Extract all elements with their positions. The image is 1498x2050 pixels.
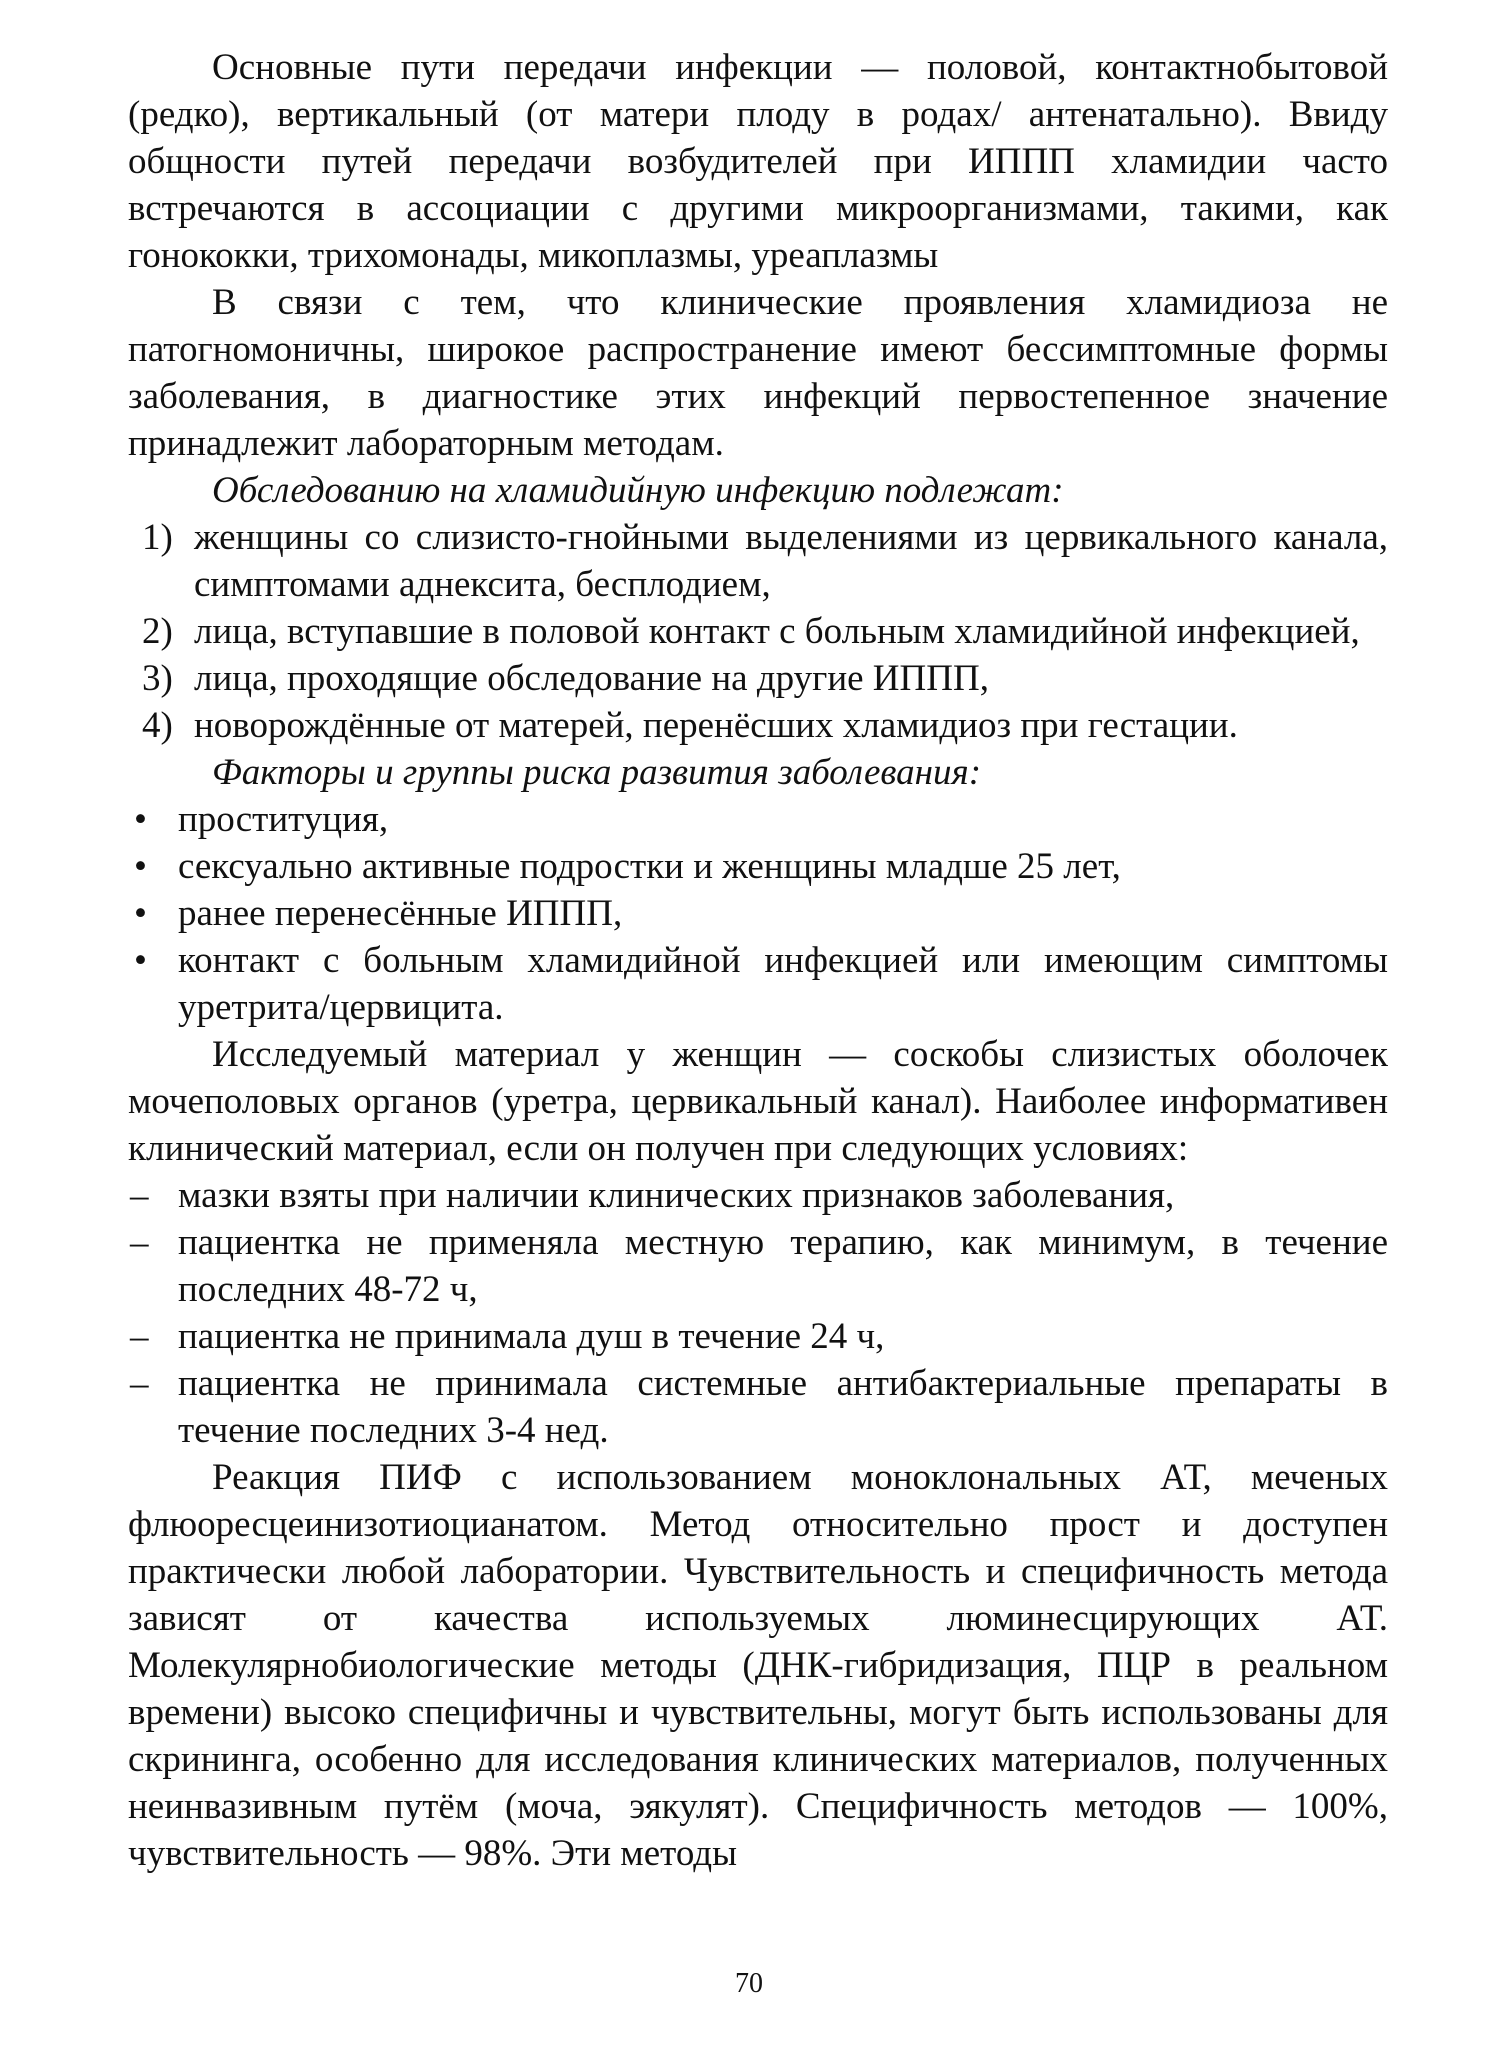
risk-list bbox=[128, 796, 1388, 1031]
dash-icon: – bbox=[130, 1222, 149, 1263]
list-item bbox=[128, 843, 1388, 890]
list-item-text: контакт с больным хламидийной инфекцией или имеющим симптомы уретрита/цервицита. bbox=[178, 940, 1388, 1028]
list-item-text: пациентка не применяла местную терапию, как минимум, в течение последних 48-72 ч, bbox=[178, 1222, 1388, 1310]
conditions-list bbox=[128, 1172, 1388, 1454]
bullet-icon: • bbox=[134, 799, 147, 840]
list-item bbox=[128, 890, 1388, 937]
bullet-icon: • bbox=[134, 846, 147, 887]
list-item bbox=[128, 608, 1388, 655]
list-marker: 1) bbox=[142, 517, 173, 558]
list-item-text: пациентка не принимала системные антибактериальные препараты в течение последних 3-4 нед. bbox=[178, 1363, 1388, 1451]
list-item bbox=[128, 937, 1388, 1031]
bullet-icon: • bbox=[134, 893, 147, 934]
dash-icon: – bbox=[130, 1175, 149, 1216]
list-item bbox=[128, 702, 1388, 749]
list-marker: 4) bbox=[142, 705, 173, 746]
list-item bbox=[128, 514, 1388, 608]
list-item-text: проституция, bbox=[178, 799, 389, 840]
list-item-text: ранее перенесённые ИППП, bbox=[178, 893, 623, 934]
dash-icon: – bbox=[130, 1363, 149, 1404]
list-marker: 3) bbox=[142, 658, 173, 699]
list-item bbox=[128, 1219, 1388, 1313]
list-item-text: новорождённые от матерей, перенёсших хламидиоз при гестации. bbox=[194, 705, 1238, 746]
dash-icon: – bbox=[130, 1316, 149, 1357]
list-item bbox=[128, 1313, 1388, 1360]
list-item bbox=[128, 655, 1388, 702]
screening-heading: Обследованию на хламидийную инфекцию подлежат: bbox=[212, 470, 1064, 511]
screening-list bbox=[128, 514, 1388, 749]
list-item-text: женщины со слизисто-гнойными выделениями из цервикального канала, симптомами аднексита, бесплодием, bbox=[194, 517, 1388, 605]
list-item bbox=[128, 1360, 1388, 1454]
list-marker: 2) bbox=[142, 611, 173, 652]
list-item-text: лица, проходящие обследование на другие ИППП, bbox=[194, 658, 989, 699]
list-item-text: мазки взяты при наличии клинических признаков заболевания, bbox=[178, 1175, 1175, 1216]
bullet-icon: • bbox=[134, 940, 147, 981]
document-page bbox=[128, 44, 1388, 1877]
list-item-text: пациентка не принимала душ в течение 24 ч, bbox=[178, 1316, 885, 1357]
list-item-text: лица, вступавшие в половой контакт с больным хламидийной инфекцией, bbox=[194, 611, 1360, 652]
list-item-text: сексуально активные подростки и женщины младше 25 лет, bbox=[178, 846, 1121, 887]
paragraph-lab-diagnostics: В связи с тем, что клинические проявления хламидиоза не патогномоничны, широкое распространение имеют бессимптомные формы заболевания, в диагностике этих инфекций первостепенное значение принадлежит лабораторным методам. bbox=[128, 282, 1388, 464]
paragraph-sample-material: Исследуемый материал у женщин — соскобы слизистых оболочек мочеполовых органов (уретра, цервикальный канал). Наиболее информативен клинический материал, если он получен при следующих условиях: bbox=[128, 1034, 1388, 1169]
paragraph-methods: Реакция ПИФ с использованием моноклональных АТ, меченых флюоресцеинизотиоцианатом. Метод относительно прост и доступен практически любой лаборатории. Чувствительность и специфичность метода зависят от качества используемых люминесцирующих АТ. Молекулярнобиологические методы (ДНК-гибридизация, ПЦР в реальном времени) высоко специфичны и чувствительны, могут быть использованы для скрининга, особенно для исследования клинических материалов, полученных неинвазивным путём (моча, эякулят). Специфичность методов — 100%, чувствительность — 98%. Эти методы bbox=[128, 1457, 1388, 1874]
paragraph-transmission-routes: Основные пути передачи инфекции — половой, контактнобытовой (редко), вертикальный (от матери плоду в родах/ антенатально). Ввиду общности путей передачи возбудителей при ИППП хламидии часто встречаются в ассоциации с другими микроорганизмами, такими, как гонококки, трихомонады, микоплазмы, уреаплазмы bbox=[128, 47, 1388, 276]
list-item bbox=[128, 1172, 1388, 1219]
page-number: 70 bbox=[735, 1968, 763, 1999]
risk-heading: Факторы и группы риска развития заболевания: bbox=[212, 752, 982, 793]
list-item bbox=[128, 796, 1388, 843]
